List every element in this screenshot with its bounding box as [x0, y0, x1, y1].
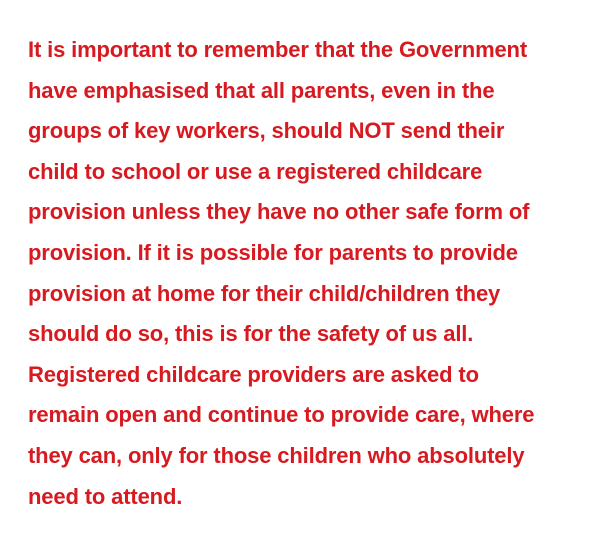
notice-line: provision unless they have no other safe form of — [28, 199, 530, 225]
notice-line: groups of key workers, should NOT send their — [28, 118, 505, 144]
notice-line: need to attend. — [28, 483, 183, 509]
notice-line: remain open and continue to provide care, where — [28, 402, 535, 428]
notice-line: provision at home for their child/children they — [28, 280, 501, 306]
notice-line: child to school or use a registered childcare — [28, 158, 483, 184]
notice-line: should do so, this is for the safety of us all. — [28, 321, 474, 347]
notice-text-block — [28, 30, 588, 517]
notice-line: Registered childcare providers are asked to — [28, 361, 479, 387]
notice-line: they can, only for those children who absolutely — [28, 442, 525, 468]
notice-line: provision. If it is possible for parents to provide — [28, 239, 518, 265]
notice-line: It is important to remember that the Government — [28, 37, 528, 62]
notice-line: have emphasised that all parents, even in the — [28, 77, 495, 103]
